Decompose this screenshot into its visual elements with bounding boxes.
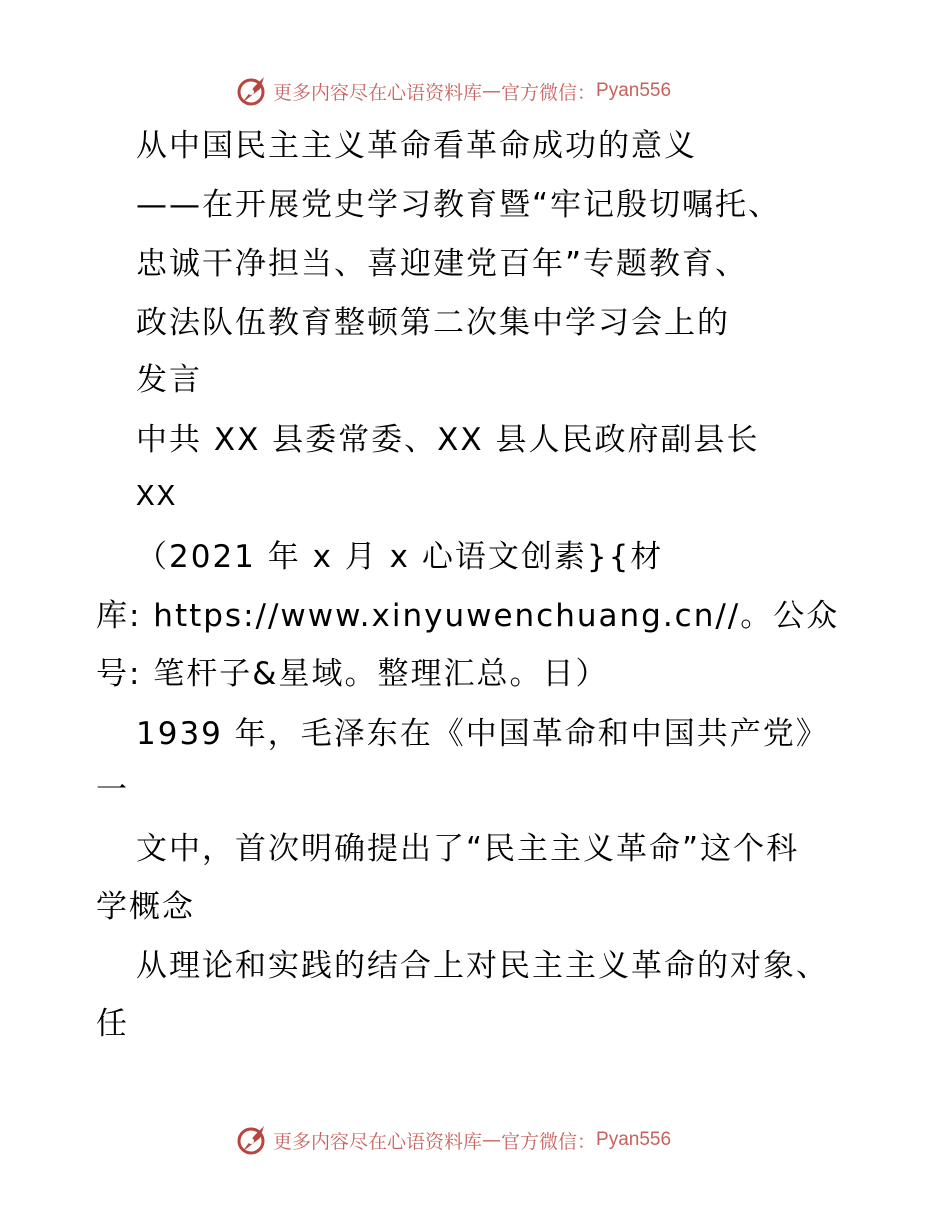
body-line: 任: [96, 1006, 129, 1042]
subtitle-line: 发言: [136, 362, 202, 398]
source-line: 号: 笔杆子&星域。整理汇总。日）: [96, 656, 609, 692]
subtitle-line: 忠诚干净担当、喜迎建党百年”专题教育、: [136, 246, 749, 282]
watermark-text: 更多内容尽在心语资料库: [273, 1130, 483, 1153]
body-line: 学概念: [96, 889, 195, 925]
watermark-banner-bottom: [234, 1122, 671, 1158]
watermark-label: 官方微信：: [501, 81, 597, 104]
document-title: 从中国民主主义革命看革命成功的意义: [136, 128, 697, 164]
body-line: 一: [96, 772, 129, 808]
watermark-dash: —: [482, 1129, 502, 1151]
watermark-banner-top: [234, 73, 671, 109]
watermark-text: 更多内容尽在心语资料库: [273, 81, 483, 104]
watermark-wechat-id: Pyan556: [596, 80, 672, 101]
author-name: XX: [136, 480, 178, 515]
watermark-dash: —: [482, 80, 502, 102]
subtitle-line: 政法队伍教育整顿第二次集中学习会上的: [136, 305, 730, 341]
body-line: 文中，首次明确提出了“民主主义革命”这个科: [136, 831, 800, 867]
feather-pen-circle-icon: [234, 1122, 270, 1158]
feather-pen-circle-icon: [234, 73, 270, 109]
source-line: （2021 年 x 月 x 心语文创素}{材: [136, 539, 664, 575]
subtitle-line: ——在开展党史学习教育暨“牢记殷切嘱托、: [136, 187, 782, 223]
body-line: 1939 年，毛泽东在《中国革命和中国共产党》: [136, 716, 829, 752]
body-line: 从理论和实践的结合上对民主主义革命的对象、: [136, 948, 829, 984]
watermark-wechat-id: Pyan556: [596, 1129, 672, 1150]
source-line: 库: https://www.xinyuwenchuang.cn//。公众: [96, 598, 840, 634]
author-line: 中共 XX 县委常委、XX 县人民政府副县长: [136, 422, 760, 458]
watermark-label: 官方微信：: [501, 1130, 597, 1153]
